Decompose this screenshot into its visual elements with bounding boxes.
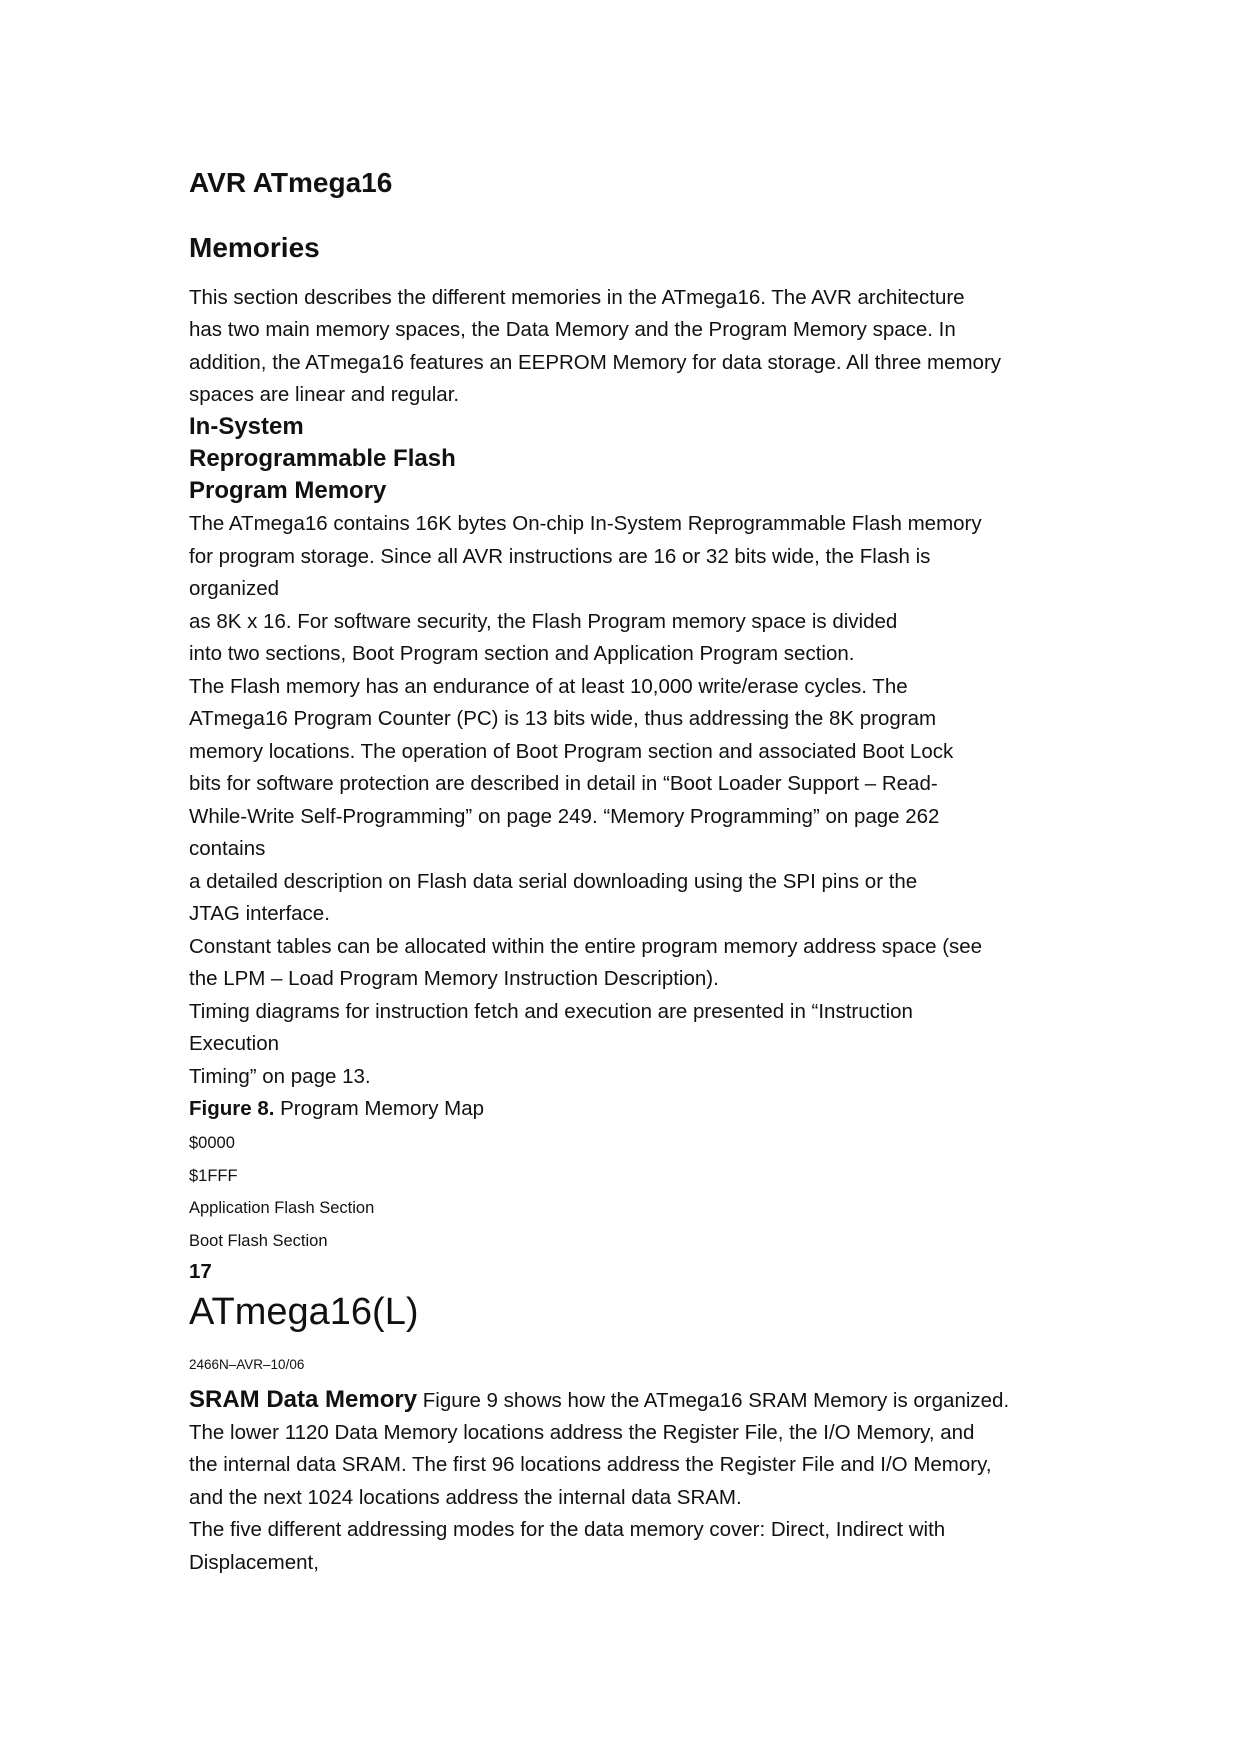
- sram-body-line: and the next 1024 locations address the internal data SRAM.: [189, 1486, 742, 1509]
- flash-body-line: for program storage. Since all AVR instructions are 16 or 32 bits wide, the Flash is: [189, 545, 931, 568]
- section-title: Memories: [189, 232, 320, 263]
- sram-heading: SRAM Data Memory: [189, 1386, 418, 1413]
- sram-body-line: The five different addressing modes for the data memory cover: Direct, Indirect with: [189, 1518, 946, 1541]
- doc-code: 2466N–AVR–10/06: [189, 1357, 305, 1372]
- sram-first-line: [189, 1388, 1009, 1413]
- flash-body-line: organized: [189, 577, 280, 600]
- flash-body-line: ATmega16 Program Counter (PC) is 13 bits wide, thus addressing the 8K program: [189, 707, 937, 730]
- flash-body-line: JTAG interface.: [189, 902, 330, 925]
- intro-line: addition, the ATmega16 features an EEPROM Memory for data storage. All three memory: [189, 351, 1002, 374]
- flash-body-line: memory locations. The operation of Boot Program section and associated Boot Lock: [189, 740, 954, 763]
- flash-body-line: Execution: [189, 1032, 280, 1055]
- flash-body-line: The ATmega16 contains 16K bytes On-chip In-System Reprogrammable Flash memory: [189, 512, 982, 535]
- doc-title: AVR ATmega16: [189, 167, 393, 198]
- flash-body-line: The Flash memory has an endurance of at least 10,000 write/erase cycles. The: [189, 675, 908, 698]
- intro-line: spaces are linear and regular.: [189, 383, 460, 406]
- figure-label: Figure 8.: [189, 1097, 275, 1120]
- intro-line: has two main memory spaces, the Data Memory and the Program Memory space. In: [189, 318, 956, 341]
- flash-heading: In-System: [189, 413, 304, 440]
- figure-caption: [189, 1097, 484, 1121]
- intro-line: This section describes the different memories in the ATmega16. The AVR architecture: [189, 286, 965, 309]
- flash-body-line: the LPM – Load Program Memory Instruction Description).: [189, 967, 719, 990]
- flash-body-line: contains: [189, 837, 266, 860]
- sram-body-line: The lower 1120 Data Memory locations address the Register File, the I/O Memory, and: [189, 1421, 975, 1444]
- flash-body-line: bits for software protection are described in detail in “Boot Loader Support – Read-: [189, 772, 938, 795]
- figure-item: Application Flash Section: [189, 1199, 375, 1217]
- flash-body-line: into two sections, Boot Program section and Application Program section.: [189, 642, 855, 665]
- product-title: ATmega16(L): [189, 1291, 419, 1333]
- sram-body-line: the internal data SRAM. The first 96 locations address the Register File and I/O Memory,: [189, 1453, 992, 1476]
- page-number: 17: [189, 1260, 212, 1283]
- flash-body-line: Timing” on page 13.: [189, 1065, 371, 1088]
- figure-caption-text: Program Memory Map: [274, 1097, 485, 1120]
- sram-body-line: Displacement,: [189, 1551, 319, 1574]
- flash-heading: Program Memory: [189, 477, 387, 504]
- flash-body-line: Timing diagrams for instruction fetch and execution are presented in “Instruction: [189, 1000, 913, 1023]
- figure-item: $0000: [189, 1134, 235, 1152]
- flash-body-line: Constant tables can be allocated within the entire program memory address space (see: [189, 935, 983, 958]
- flash-heading: Reprogrammable Flash: [189, 445, 456, 472]
- sram-first-line-text: Figure 9 shows how the ATmega16 SRAM Memory is organized.: [417, 1389, 1010, 1412]
- flash-body-line: While-Write Self-Programming” on page 249. “Memory Programming” on page 262: [189, 805, 940, 828]
- figure-item: $1FFF: [189, 1167, 238, 1185]
- figure-item: Boot Flash Section: [189, 1232, 328, 1250]
- flash-body-line: as 8K x 16. For software security, the Flash Program memory space is divided: [189, 610, 898, 633]
- flash-body-line: a detailed description on Flash data serial downloading using the SPI pins or the: [189, 870, 918, 893]
